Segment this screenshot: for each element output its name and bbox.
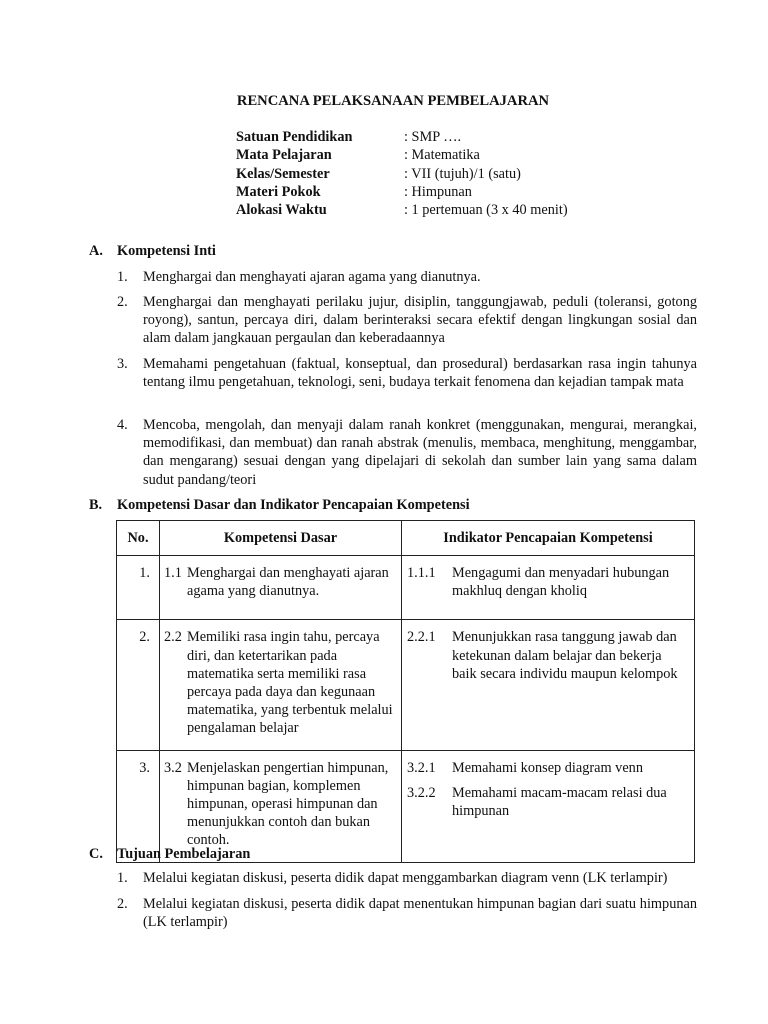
indicator-text: Menunjukkan rasa tanggung jawab dan ketekunan dalam belajar dan bekerja baik secara individu maupun kelompok xyxy=(452,629,678,682)
header-no: No. xyxy=(117,521,160,556)
indicator-code: 3.2.2 xyxy=(407,784,436,801)
identity-label: Satuan Pendidikan xyxy=(236,129,353,145)
list-item xyxy=(117,895,697,931)
identity-label: Alokasi Waktu xyxy=(236,202,327,219)
identity-block xyxy=(236,128,568,219)
kd-text: Menghargai dan menghayati ajaran agama yang dianutnya. xyxy=(187,565,389,600)
kd-cell xyxy=(160,556,402,620)
identity-value: : 1 pertemuan (3 x 40 menit) xyxy=(404,202,568,219)
list-item xyxy=(117,869,697,887)
section-letter: C. xyxy=(89,846,103,862)
list-item xyxy=(117,293,697,348)
kd-code: 2.2 xyxy=(164,629,182,646)
list-item xyxy=(117,416,697,489)
item-number: 2. xyxy=(117,294,128,310)
identity-row-materi xyxy=(236,183,568,201)
item-text: Melalui kegiatan diskusi, peserta didik dapat menggambarkan diagram venn (LK terlampir) xyxy=(143,870,668,886)
section-b-heading xyxy=(89,496,470,514)
item-number: 2. xyxy=(117,896,128,912)
identity-value: : Himpunan xyxy=(404,183,472,200)
section-letter: A. xyxy=(89,243,103,259)
table-row xyxy=(117,556,695,620)
section-title: Kompetensi Dasar dan Indikator Pencapaian Kompetensi xyxy=(117,497,470,513)
indicator-text: Mengagumi dan menyadari hubungan makhluq dengan kholiq xyxy=(452,565,670,600)
indicator-cell xyxy=(402,556,695,620)
item-number: 1. xyxy=(117,870,128,886)
item-number: 4. xyxy=(117,417,128,433)
identity-label: Materi Pokok xyxy=(236,183,321,200)
item-text: Memahami pengetahuan (faktual, konseptual, dan prosedural) berdasarkan rasa ingin tahunya tentang ilmu pengetahuan, teknologi, seni, budaya terkait fenomena dan kejadian tampak mata xyxy=(143,356,697,391)
identity-label: Mata Pelajaran xyxy=(236,147,332,164)
list-item xyxy=(117,355,697,391)
item-number: 3. xyxy=(117,356,128,372)
identity-value: : SMP …. xyxy=(404,129,462,145)
identity-value: : Matematika xyxy=(404,147,480,164)
identity-row-alokasi xyxy=(236,201,568,219)
section-c-heading xyxy=(89,845,250,863)
section-title: Tujuan Pembelajaran xyxy=(117,846,251,862)
indicator-cell xyxy=(402,750,695,862)
document-title: RENCANA PELAKSANAAN PEMBELAJARAN xyxy=(236,93,550,109)
item-text: Menghargai dan menghayati ajaran agama yang dianutnya. xyxy=(143,269,481,285)
indicator-text: Memahami konsep diagram venn xyxy=(452,759,643,776)
section-letter: B. xyxy=(89,497,103,513)
indicator-text: Memahami macam-macam relasi dua himpunan xyxy=(452,784,667,820)
row-number: 1. xyxy=(117,556,160,620)
table-row xyxy=(117,620,695,750)
list-item xyxy=(117,268,697,286)
table-header-row xyxy=(117,521,695,556)
kd-cell xyxy=(160,620,402,750)
header-kompetensi-dasar: Kompetensi Dasar xyxy=(160,521,402,556)
kompetensi-table xyxy=(116,520,695,863)
header-indikator: Indikator Pencapaian Kompetensi xyxy=(402,521,695,556)
indicator-code: 3.2.1 xyxy=(407,759,436,776)
row-number: 2. xyxy=(117,620,160,750)
item-text: Melalui kegiatan diskusi, peserta didik dapat menentukan himpunan bagian dari suatu himpunan (LK terlampir) xyxy=(143,896,697,931)
row-number: 3. xyxy=(117,750,160,862)
kd-code: 1.1 xyxy=(164,565,182,581)
item-number: 1. xyxy=(117,269,128,285)
identity-label: Kelas/Semester xyxy=(236,165,330,182)
indicator-cell xyxy=(402,620,695,750)
identity-row-kelas xyxy=(236,165,568,183)
item-text: Menghargai dan menghayati perilaku jujur, disiplin, tanggungjawab, peduli (toleransi, gotong royong), santun, percaya diri, dalam berinteraksi secara efektif dengan lingkungan sosial dan alam dalam jangkauan pergaulan dan keberadaannya xyxy=(143,294,697,347)
identity-row-satuan xyxy=(236,128,568,146)
kd-text: Menjelaskan pengertian himpunan, himpunan bagian, komplemen himpunan, operasi himpunan dan menunjukkan contoh dan bukan contoh. xyxy=(187,759,389,849)
indicator-code: 1.1.1 xyxy=(407,565,436,581)
section-title: Kompetensi Inti xyxy=(117,243,216,259)
indicator-code: 2.2.1 xyxy=(407,629,436,646)
kd-text: Memiliki rasa ingin tahu, percaya diri, dan ketertarikan pada matematika serta memiliki rasa percaya pada daya dan kegunaan matematika, yang terbentuk melalui pengalaman belajar xyxy=(187,629,393,737)
kd-code: 3.2 xyxy=(164,759,182,776)
identity-row-mapel xyxy=(236,146,568,164)
item-text: Mencoba, mengolah, dan menyaji dalam ranah konkret (menggunakan, mengurai, merangkai, memodifikasi, dan membuat) dan ranah abstrak (menulis, membaca, menghitung, menggambar, dan mengarang) sesuai dengan yang dipelajari di sekolah dan sumber lain yang sama dalam sudut pandang/teori xyxy=(143,417,697,488)
identity-value: : VII (tujuh)/1 (satu) xyxy=(404,165,521,182)
section-a-heading xyxy=(89,242,216,260)
